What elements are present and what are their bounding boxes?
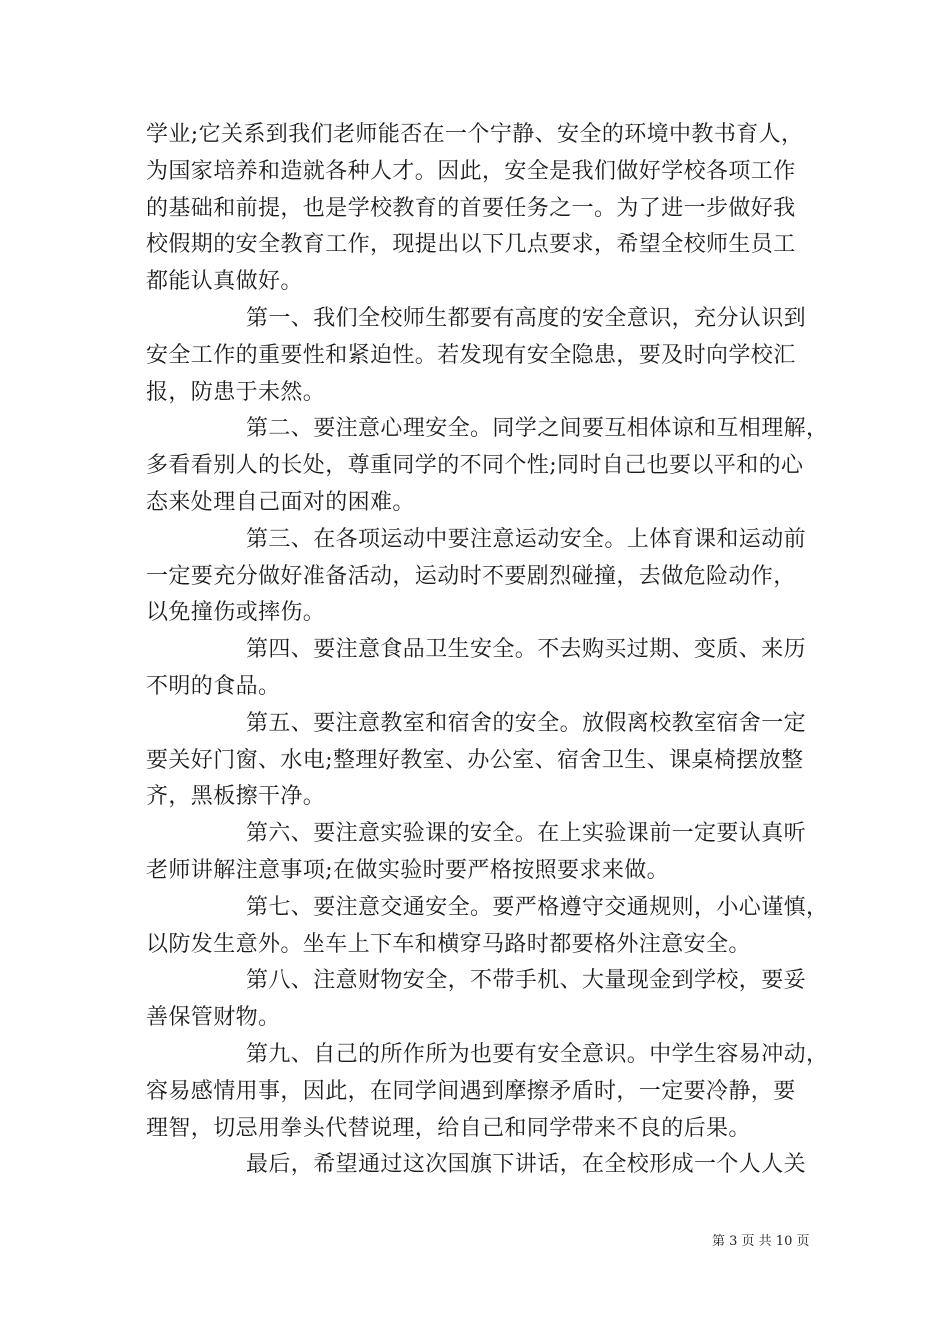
text-line: 第三、在各项运动中要注意运动安全。上体育课和运动前: [246, 526, 807, 552]
text-line: 以防发生意外。坐车上下车和横穿马路时都要格外注意安全。: [146, 931, 751, 957]
text-line: 报，防患于未然。: [146, 379, 326, 405]
text-line: 一定要充分做好准备活动，运动时不要剧烈碰撞，去做危险动作，: [146, 563, 796, 589]
text-line: 以免撞伤或摔伤。: [146, 600, 326, 626]
text-line: 老师讲解注意事项;在做实验时要严格按照要求来做。: [146, 857, 670, 883]
text-line: 要关好门窗、水电;整理好教室、办公室、宿舍卫生、课桌椅摆放整: [146, 747, 804, 773]
text-line: 最后，希望通过这次国旗下讲话，在全校形成一个人人关: [246, 1152, 807, 1178]
text-line: 第二、要注意心理安全。同学之间要互相体谅和互相理解，: [246, 416, 829, 442]
text-line: 的基础和前提，也是学校教育的首要任务之一。为了进一步做好我: [146, 195, 796, 221]
text-line: 第九、自己的所作所为也要有安全意识。中学生容易冲动，: [246, 1041, 829, 1067]
text-line: 第八、注意财物安全，不带手机、大量现金到学校，要妥: [246, 968, 807, 994]
text-line: 第一、我们全校师生都要有高度的安全意识，充分认识到: [246, 305, 807, 331]
text-line: 态来处理自己面对的困难。: [146, 489, 415, 515]
text-line: 第五、要注意教室和宿舍的安全。放假离校教室宿舍一定: [246, 710, 807, 736]
text-line: 齐，黑板擦干净。: [146, 784, 326, 810]
text-line: 理智，切忌用拳头代替说理，给自己和同学带来不良的后果。: [146, 1115, 751, 1141]
text-line: 校假期的安全教育工作，现提出以下几点要求，希望全校师生员工: [146, 232, 796, 258]
text-line: 学业;它关系到我们老师能否在一个宁静、安全的环境中教书育人，: [146, 122, 804, 147]
text-line: 不明的食品。: [146, 673, 281, 699]
text-line: 第七、要注意交通安全。要严格遵守交通规则，小心谨慎，: [246, 894, 829, 920]
text-line: 容易感情用事，因此，在同学间遇到摩擦矛盾时，一定要冷静，要: [146, 1078, 796, 1104]
text-line: 都能认真做好。: [146, 269, 303, 295]
text-line: 安全工作的重要性和紧迫性。若发现有安全隐患，要及时向学校汇: [146, 342, 796, 368]
text-line: 多看看别人的长处，尊重同学的不同个性;同时自己也要以平和的心: [146, 453, 804, 479]
page-number-footer: 第 3 页 共 10 页: [712, 1234, 810, 1249]
document-body: [146, 117, 829, 1184]
text-line: 第四、要注意食品卫生安全。不去购买过期、变质、来历: [246, 637, 807, 663]
text-line: 第六、要注意实验课的安全。在上实验课前一定要认真听: [246, 821, 807, 847]
text-line: 善保管财物。: [146, 1005, 281, 1031]
text-line: 为国家培养和造就各种人才。因此，安全是我们做好学校各项工作: [146, 158, 796, 184]
